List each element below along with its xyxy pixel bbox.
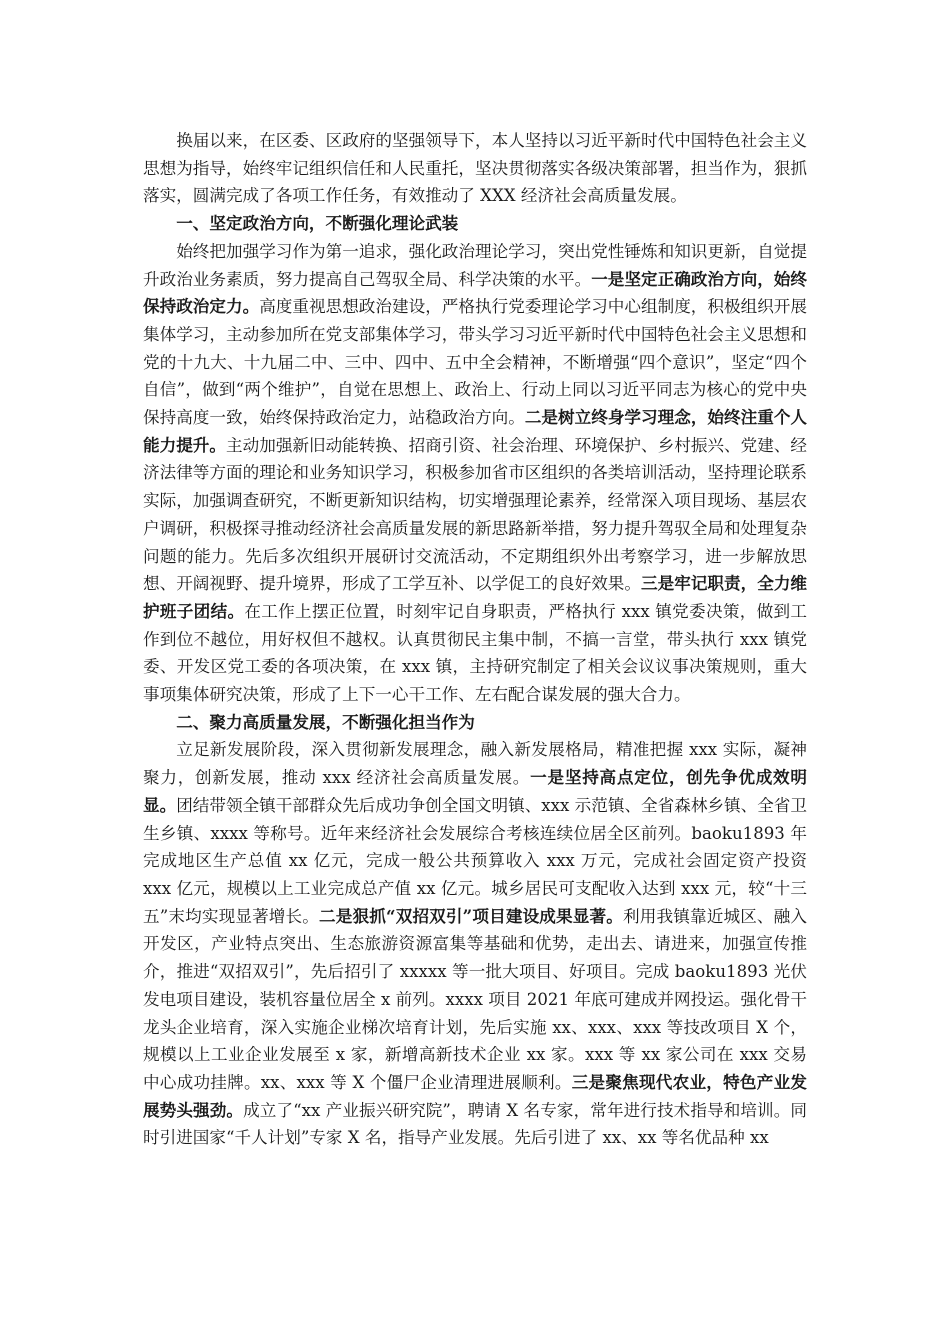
bold-point-3: 三是聚焦现代农业，特色产业发展势头强劲。: [143, 1071, 808, 1120]
text-run: 团结带领全镇干部群众先后成功争创全国文明镇、xxx 示范镇、全省森林乡镇、全省卫生乡镇、xxxx 等称号。近年来经济社会发展综合考核连续位居全区前列。baoku1893 年完成地区生产总值 xx 亿元，完成一般公共预算收入 xxx 万元，完成社会固定资产投资 xxx 亿元，规模以上工业完成总产值 xx 亿元。城乡居民可支配收入达到 xxx 元，较“十三五”末均实现显著增长。: [143, 795, 807, 926]
bold-point-1: 一是坚定正确政治方向，始终保持政治定力。: [143, 268, 807, 317]
text-run: 立足新发展阶段，深入贯彻新发展理念，融入新发展格局，精准把握 xxx 实际，凝神聚力，创新发展，推动 xxx 经济社会高质量发展。: [143, 740, 807, 788]
text-run: 利用我镇靠近城区、融入开发区，产业特点突出、生态旅游资源富集等基础和优势，走出去、请进来，加强宣传推介，推进“双招双引”，先后招引了 xxxxx 等一批大项目、好项目。完成 baoku1893 光伏发电项目建设，装机容量位居全 x 前列。xxxx 项目 2021 年底可建成并网投运。强化骨干龙头企业培育，深入实施企业梯次培育计划，先后实施 xx、xxx、xxx 等技改项目 X 个，规模以上工业企业发展至 x 家，新增高新技术企业 xx 家。xxx 等 xx 家公司在 xxx 交易中心成功挂牌。xx、xxx 等 X 个僵尸企业清理进展顺利。: [143, 906, 808, 1092]
bold-point-3: 三是牢记职责，全力维护班子团结。: [143, 573, 808, 621]
text-run: 在工作上摆正位置，时刻牢记自身职责，严格执行 xxx 镇党委决策，做到工作到位不越位，用好权但不越权。认真贯彻民主集中制，不搞一言堂，带头执行 xxx 镇党委、开发区党工委的各项决策，在 xxx 镇，主持研究制定了相关会议议事决策规则，重大事项集体研究决策，形成了上下一心干工作、左右配合谋发展的强大合力。: [143, 601, 808, 705]
section-heading-1: 一、坚定政治方向，不断强化理论武装: [176, 213, 459, 234]
text-run: 高度重视思想政治建设，严格执行党委理论学习中心组制度，积极组织开展集体学习，主动参加所在党支部集体学习，带头学习习近平新时代中国特色社会主义思想和党的十九大、十九届二中、三中、四中、五中全会精神，不断增强“四个意识”，坚定“四个自信”，做到“两个维护”，自觉在思想上、政治上、行动上同以习近平同志为核心的党中央保持高度一致，始终保持政治定力，站稳政治方向。: [143, 297, 807, 428]
paragraph-section-1: [143, 238, 807, 709]
text-run: 成立了“xx 产业振兴研究院”，聘请 X 名专家，常年进行技术指导和培训。同时引进国家“千人计划”专家 X 名，指导产业发展。先后引进了 xx、xx 等名优品种 xx: [143, 1100, 807, 1148]
bold-point-2: 二是树立终身学习理念，始终注重个人能力提升。: [143, 407, 808, 455]
bold-point-2: 二是狠抓“双招双引”项目建设成果显著。: [319, 905, 624, 926]
paragraph-section-2: [143, 736, 807, 1152]
document-body: [143, 127, 807, 1152]
section-heading-2: 二、聚力高质量发展，不断强化担当作为: [176, 711, 475, 732]
text-run: 始终把加强学习作为第一追求，强化政治理论学习，突出党性锤炼和知识更新，自觉提升政治业务素质，努力提高自己驾驭全局、科学决策的水平。: [143, 241, 807, 289]
bold-point-1: 一是坚持高点定位，创先争优成效明显。: [143, 767, 808, 815]
text-run: 主动加强新旧动能转换、招商引资、社会治理、环境保护、乡村振兴、党建、经济法律等方面的理论和业务知识学习，积极参加省市区组织的各类培训活动，坚持理论联系实际，加强调查研究，不断更新知识结构，切实增强理论素养，经常深入项目现场、基层农户调研，积极探寻推动经济社会高质量发展的新思路新举措，努力提升驾驭全局和处理复杂问题的能力。先后多次组织开展研讨交流活动，不定期组织外出考察学习，进一步解放思想、开阔视野、提升境界，形成了工学互补、以学促工的良好效果。: [143, 435, 808, 594]
paragraph-intro: 换届以来，在区委、区政府的坚强领导下，本人坚持以习近平新时代中国特色社会主义思想为指导，始终牢记组织信任和人民重托，坚决贯彻落实各级决策部署，担当作为，狠抓落实，圆满完成了各项工作任务，有效推动了 XXX 经济社会高质量发展。: [143, 131, 807, 206]
